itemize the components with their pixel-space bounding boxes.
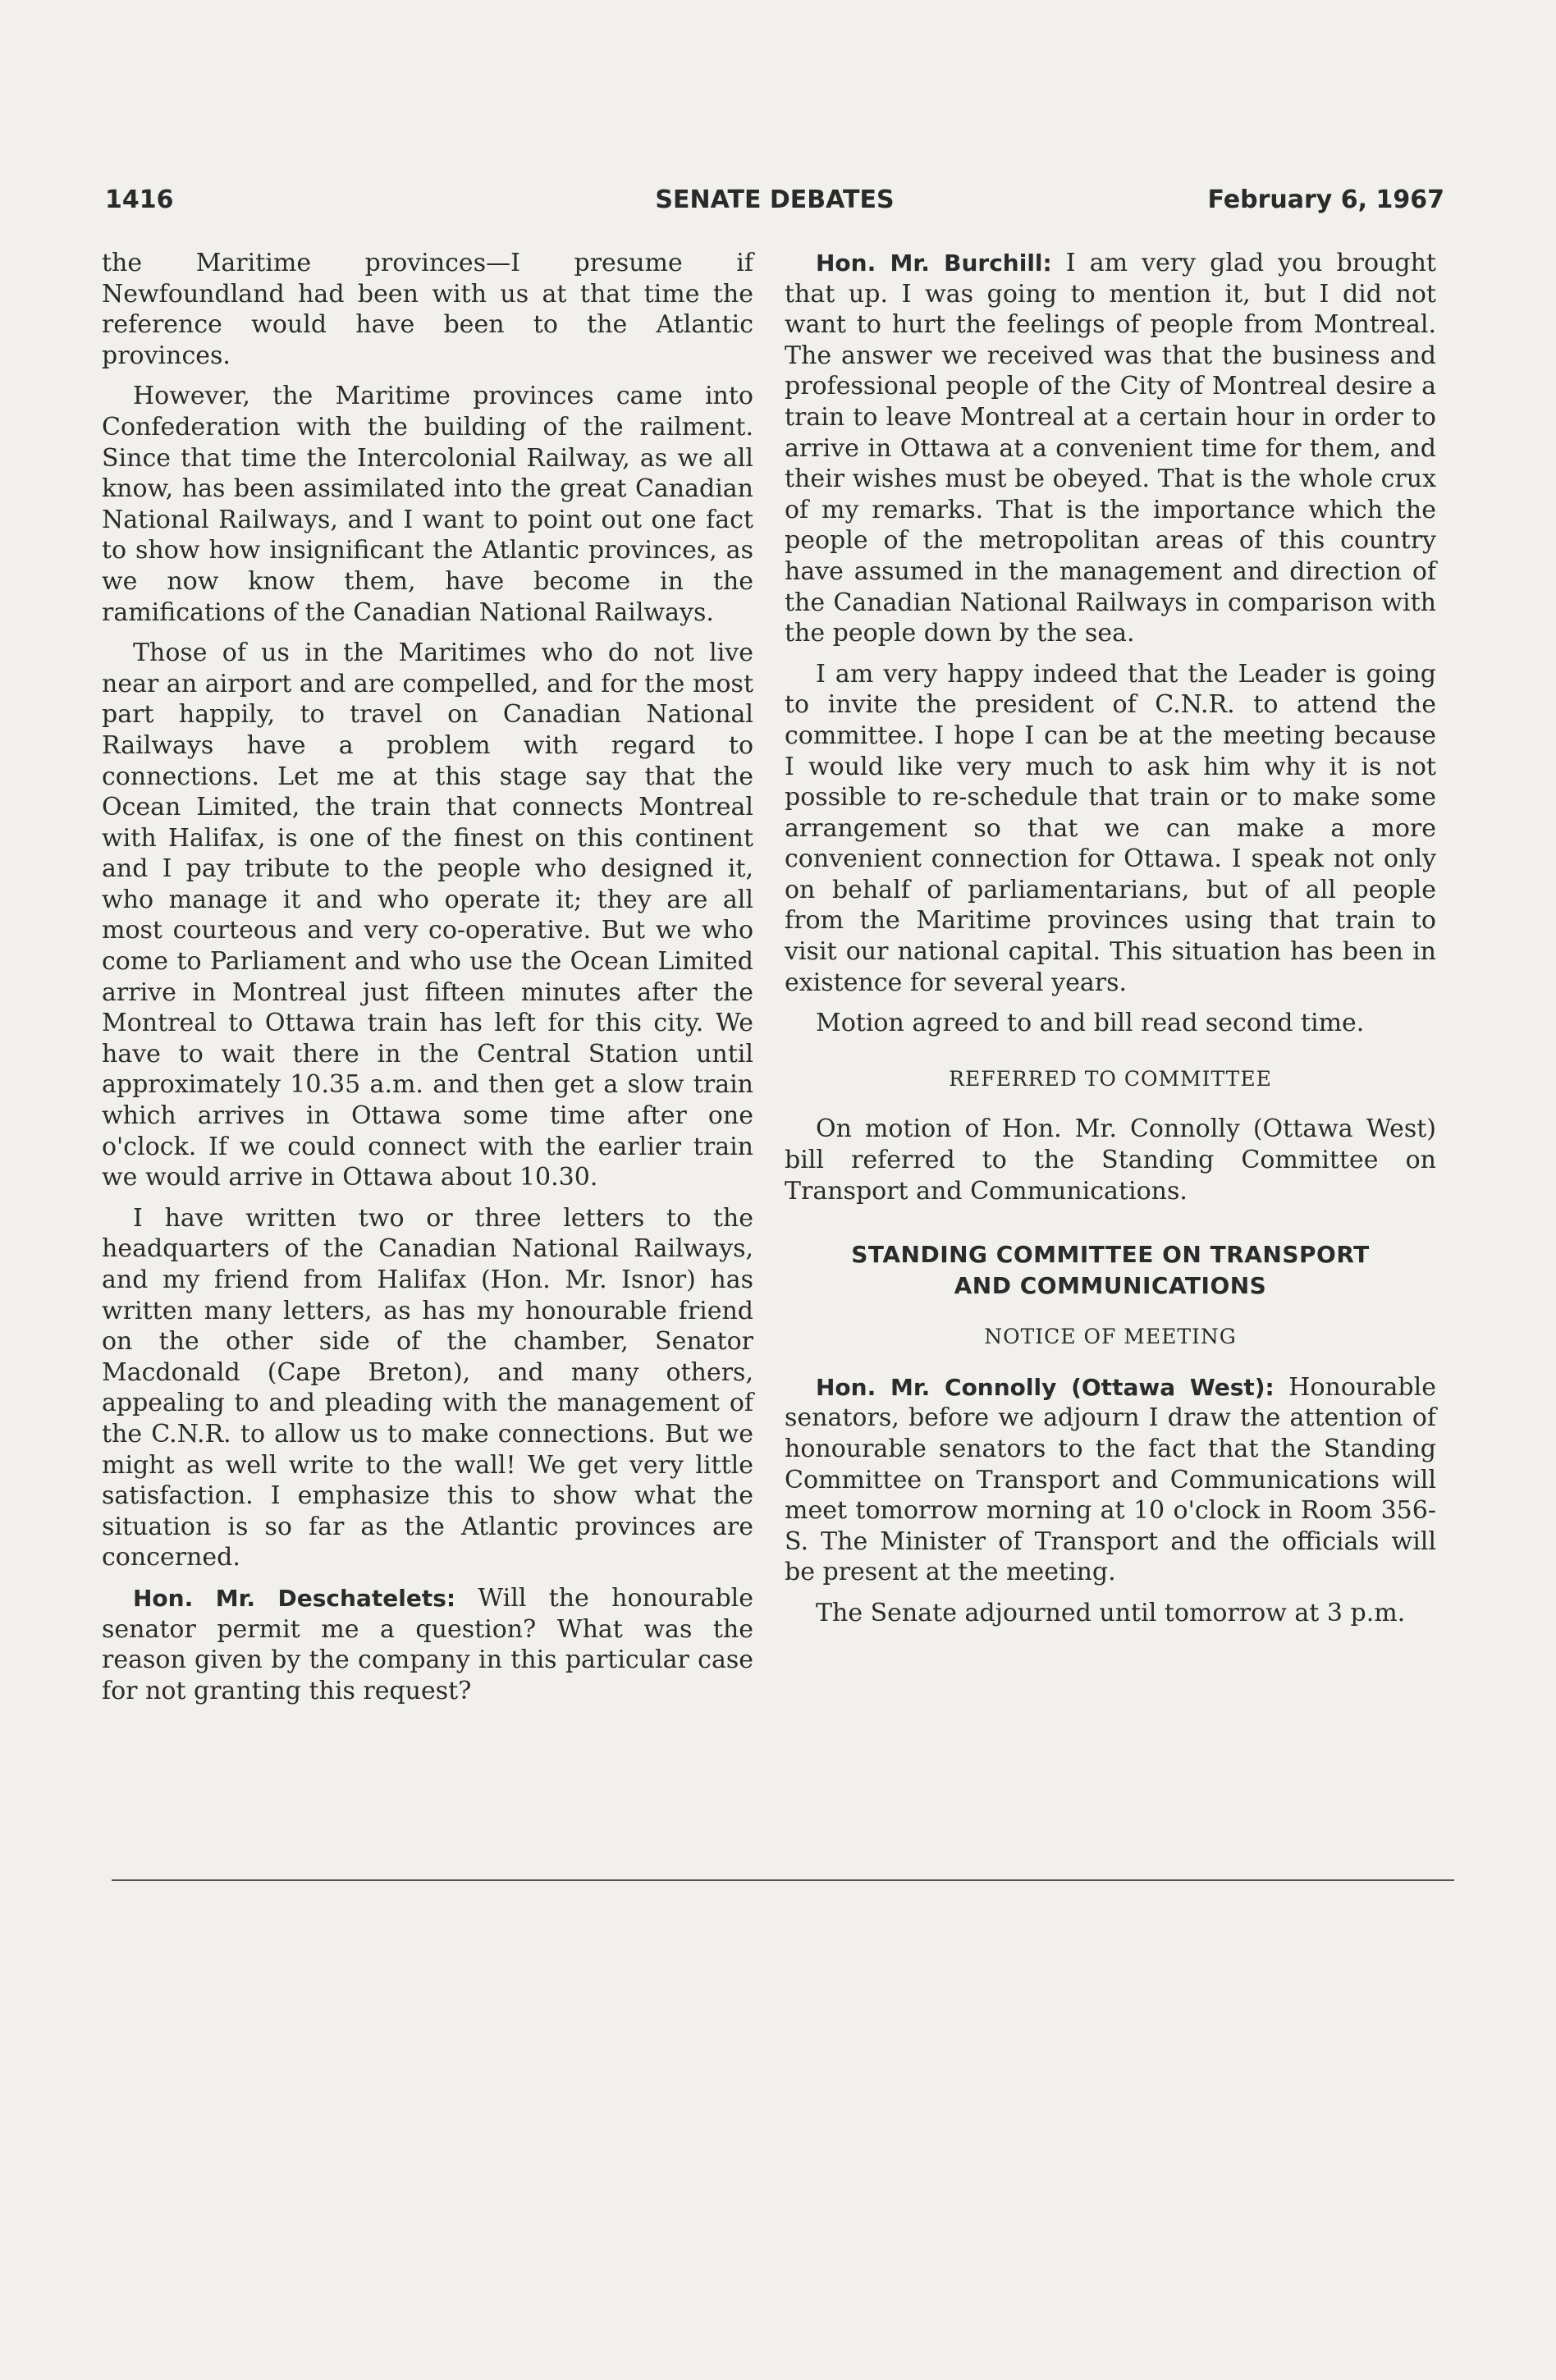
page-date: February 6, 1967 xyxy=(1207,185,1444,214)
paragraph: Motion agreed to and bill read second time. xyxy=(816,1009,1365,1038)
page-number: 1416 xyxy=(105,185,174,214)
speech-paragraph xyxy=(102,1583,753,1706)
heading-line: STANDING COMMITTEE ON TRANSPORT xyxy=(851,1241,1370,1269)
speech-text: I am very glad you brought that up. I was going to mention it, but I did not want to hurt the feelings of people from Montreal. The answer we received was that the business and professional people of the City of Montreal desire a train to leave Montreal at a certain hour in order to arrive in Ottawa at a convenient time for them, and their wishes must be obeyed. That is the whole crux of my remarks. That is the importance which the people of the metropolitan areas of this country have assumed in the management and direction of the Canadian National Railways in comparison with the people down by the sea. xyxy=(785,249,1436,648)
speaker-name: Hon. Mr. Connolly (Ottawa West): xyxy=(816,1373,1275,1401)
paragraph: On motion of Hon. Mr. Connolly (Ottawa West) bill referred to the Standing Committee on Transport and Communications. xyxy=(785,1114,1436,1206)
speech-text: Honourable senators, before we adjourn I draw the attention of honourable senators to the fact that the Standing Committee on Transport and Communications will meet tomorrow morning at 10 o'clock in Room 356-S. The Minister of Transport and the officials will be present at the meeting. xyxy=(785,1372,1436,1587)
speech-paragraph xyxy=(785,248,1436,649)
speech-paragraph xyxy=(785,1372,1436,1588)
speaker-name: Hon. Mr. Burchill: xyxy=(816,249,1052,277)
paragraph: The Senate adjourned until tomorrow at 3 p.m. xyxy=(816,1598,1406,1627)
subheading-notice-of-meeting: NOTICE OF MEETING xyxy=(984,1325,1237,1349)
paragraph: I have written two or three letters to the headquarters of the Canadian National Railways, and my friend from Halifax (Hon. Mr. Isnor) has written many letters, as has my honourable friend on the other side of the chamber, Senator Macdonald (Cape Breton), and many others, appealing to and pleading with the management of the C.N.R. to allow us to make connections. But we might as well write to the wall! We get very little satisfaction. I emphasize this to show what the situation is so far as the Atlantic provinces are concerned. xyxy=(102,1203,753,1572)
section-heading-standing-committee xyxy=(785,1239,1436,1302)
publication-title: SENATE DEBATES xyxy=(655,185,895,214)
paragraph: However, the Maritime provinces came into Confederation with the building of the railment. Since that time the Intercolonial Railway, as we all know, has been assimilated into the great Canadian National Railways, and I want to point out one fact to show how insignificant the Atlantic provinces, as we now know them, have become in the ramifications of the Canadian National Railways. xyxy=(102,382,753,627)
left-column xyxy=(102,248,753,1716)
right-column xyxy=(785,248,1436,1639)
section-heading-referred: REFERRED TO COMMITTEE xyxy=(949,1066,1272,1091)
end-rule xyxy=(112,1879,1454,1881)
speaker-name: Hon. Mr. Deschatelets: xyxy=(133,1584,456,1612)
running-head xyxy=(105,185,1444,222)
paragraph: I am very happy indeed that the Leader is going to invite the president of C.N.R. to attend the committee. I hope I can be at the meeting because I would like very much to ask him why it is not possible to re-schedule that train or to make some arrangement so that we can make a more convenient connection for Ottawa. I speak not only on behalf of parliamentarians, but of all people from the Maritime provinces using that train to visit our national capital. This situation has been in existence for several years. xyxy=(785,659,1436,997)
heading-line: AND COMMUNICATIONS xyxy=(954,1272,1267,1300)
paragraph: Those of us in the Maritimes who do not live near an airport and are compelled, and for the most part happily, to travel on Canadian National Railways have a problem with regard to connections. Let me at this stage say that the Ocean Limited, the train that connects Montreal with Halifax, is one of the finest on this continent and I pay tribute to the people who designed it, who manage it and who operate it; they are all most courteous and very co-operative. But we who come to Parliament and who use the Ocean Limited arrive in Montreal just fifteen minutes after the Montreal to Ottawa train has left for this city. We have to wait there in the Central Station until approximately 10.35 a.m. and then get a slow train which arrives in Ottawa some time after one o'clock. If we could connect with the earlier train we would arrive in Ottawa about 10.30. xyxy=(102,638,753,1192)
paragraph: the Maritime provinces—I presume if Newfoundland had been with us at that time the reference would have been to the Atlantic provinces. xyxy=(102,249,753,370)
speech-text: Will the honourable senator permit me a question? What was the reason given by the company in this particular case for not granting this request? xyxy=(102,1583,753,1705)
